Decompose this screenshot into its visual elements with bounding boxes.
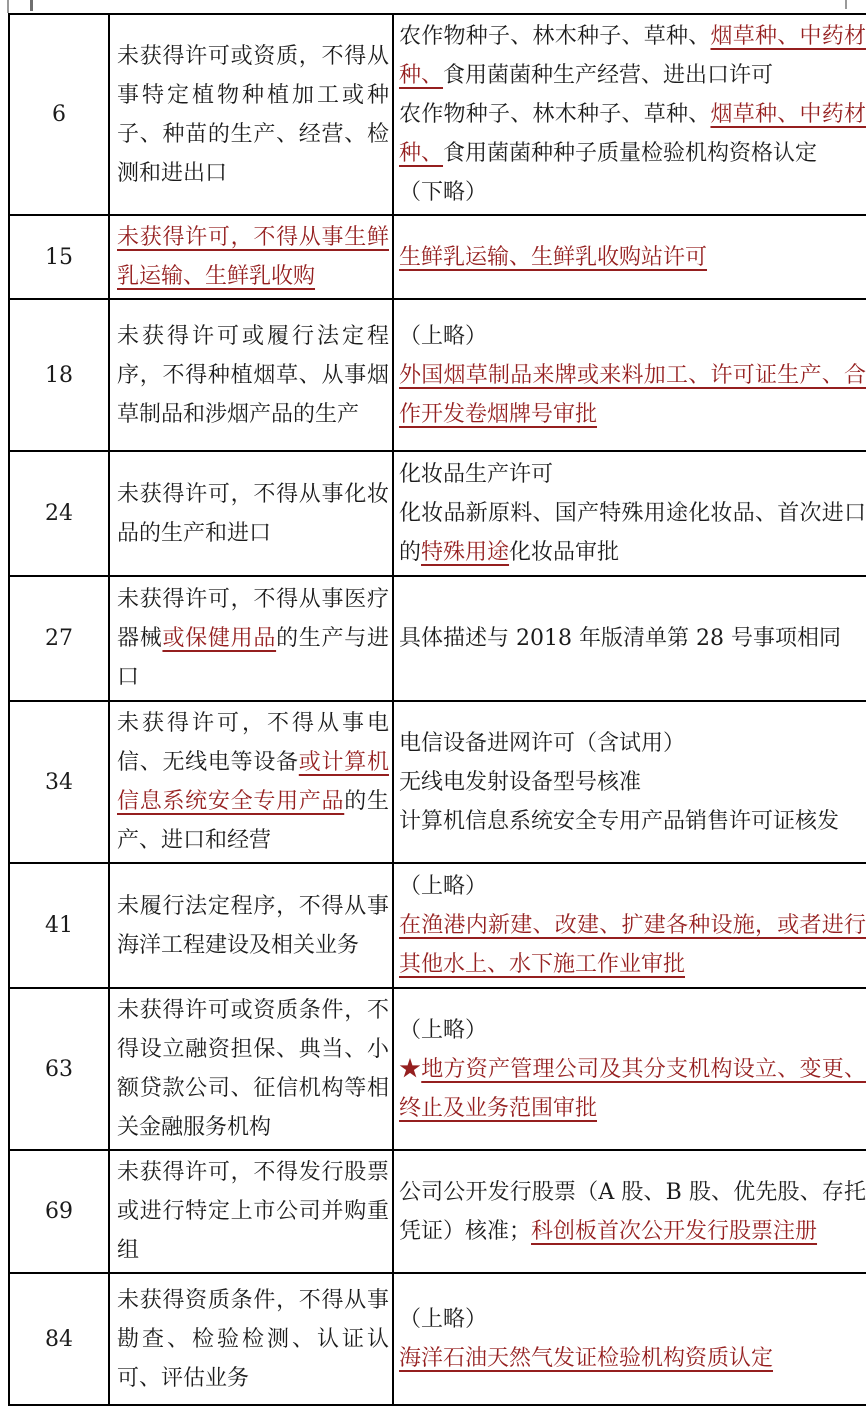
text-segment: 未获得许可，不得从事电信、无线电等设备 [117,711,389,775]
item-number-cell: 41 [9,863,109,988]
negative-list-table [8,13,866,1406]
cropped-row-border-right [845,0,847,9]
text-segment: （上略） [399,874,488,899]
revision-text-segment: 特殊用途 [421,540,510,565]
cropped-row-border-left [7,0,9,13]
text-segment: （上略） [399,323,488,349]
detail-paragraph [399,1300,866,1339]
item-number-cell: 84 [9,1273,109,1405]
licensing-details-cell [393,576,866,701]
licensing-details-cell [393,1273,866,1405]
detail-paragraph [399,1339,866,1378]
star-marker: ★ [399,1056,422,1082]
text-segment: 化妆品新原料、国产特殊用途化妆品、首次进口的 [399,501,866,565]
text-segment: 化妆品审批 [509,540,620,565]
detail-paragraph [399,619,866,658]
detail-paragraph [399,1173,866,1251]
licensing-details-cell [393,299,866,451]
licensing-details-cell [393,451,866,576]
prohibition-description-cell [109,701,393,863]
revision-text-segment: 地方资产管理公司及其分支机构设立、变更、终止及业务范围审批 [399,1056,866,1121]
table-row [9,14,866,215]
licensing-details-cell [393,988,866,1150]
detail-paragraph [399,173,866,212]
detail-paragraph [399,867,866,906]
prohibition-description-cell [109,451,393,576]
detail-paragraph [399,356,866,434]
cropped-row-border-inner [30,0,33,11]
text-segment: 公司公开发行股票（A 股、B 股、优先股、存托凭证）核准； [399,1179,866,1244]
revision-text-segment: 或计算机信息系统安全专用产品 [117,750,389,814]
table-row [9,1273,866,1405]
detail-paragraph [399,317,866,356]
detail-paragraph [399,95,866,173]
prohibition-description-cell [109,215,393,299]
text-segment: （上略） [399,1017,488,1043]
revision-text-segment: 烟草种、中药材种、 [399,24,866,88]
item-number-cell: 6 [9,14,109,215]
revision-text-segment: 烟草种、中药材种、 [399,102,866,166]
revision-text-segment: 外国烟草制品来牌或来料加工、许可证生产、合作开发卷烟牌号审批 [399,362,866,427]
text-segment: 农作物种子、林木种子、草种、 [399,102,711,127]
table-row [9,701,866,863]
text-segment: 未获得许可，不得从事医疗器械 [117,587,389,651]
licensing-details-cell [393,14,866,215]
detail-paragraph [399,763,866,802]
licensing-details-cell [393,1150,866,1273]
text-segment: 食用菌菌种种子质量检验机构资格认定 [443,141,818,166]
detail-paragraph [399,17,866,95]
licensing-details-cell [393,215,866,299]
revision-text-segment: 在渔港内新建、改建、扩建各种设施，或者进行其他水上、水下施工作业审批 [399,913,866,977]
item-number-cell: 63 [9,988,109,1150]
item-number-cell: 34 [9,701,109,863]
prohibition-description-cell [109,1273,393,1405]
detail-paragraph [399,906,866,984]
text-segment: （上略） [399,1307,488,1332]
text-segment: 未获得许可，不得发行股票或进行特定上市公司并购重组 [117,1160,389,1263]
negative-list-table-body [9,14,866,1405]
revision-text-segment: 或保健用品 [162,626,277,651]
prohibition-description-cell [109,863,393,988]
detail-paragraph [399,494,866,572]
table-row [9,215,866,299]
text-segment: 未获得许可或资质条件，不得设立融资担保、典当、小额贷款公司、征信机构等相关金融服务机构 [117,998,389,1140]
prohibition-description-cell [109,988,393,1150]
text-segment: 未获得许可或履行法定程序，不得种植烟草、从事烟草制品和涉烟产品的生产 [117,323,389,427]
item-number-cell: 15 [9,215,109,299]
detail-paragraph [399,1050,866,1128]
table-row [9,299,866,451]
text-segment: 未履行法定程序，不得从事海洋工程建设及相关业务 [117,893,389,958]
text-segment: 化妆品生产许可 [399,462,554,487]
text-segment: 食用菌菌种生产经营、进出口许可 [443,63,774,88]
table-row [9,863,866,988]
detail-paragraph [399,802,866,841]
detail-paragraph [399,724,866,763]
detail-paragraph [399,455,866,494]
text-segment: 未获得许可，不得从事化妆品的生产和进口 [117,481,389,546]
table-row [9,576,866,701]
item-number-cell: 18 [9,299,109,451]
text-segment: 具体描述与 2018 年版清单第 28 号事项相同 [399,626,841,651]
text-segment: 未获得资质条件，不得从事勘查、检验检测、认证认可、评估业务 [117,1287,389,1391]
text-segment: 农作物种子、林木种子、草种、 [399,24,711,49]
prohibition-description-cell [109,299,393,451]
table-row [9,988,866,1150]
detail-paragraph [399,1011,866,1050]
prohibition-description-cell [109,14,393,215]
item-number-cell: 27 [9,576,109,701]
text-segment: 无线电发射设备型号核准 [399,769,642,795]
item-number-cell: 69 [9,1150,109,1273]
table-row [9,1150,866,1273]
prohibition-description-cell [109,576,393,701]
revision-text-segment: 海洋石油天然气发证检验机构资质认定 [399,1346,774,1371]
text-segment: 计算机信息系统安全专用产品销售许可证核发 [399,808,840,834]
text-segment: （下略） [399,180,488,205]
text-segment: 的生产与进口 [117,626,389,690]
item-number-cell: 24 [9,451,109,576]
revision-text-segment: 科创板首次公开发行股票注册 [531,1218,818,1244]
revision-text-segment: 未获得许可，不得从事生鲜乳运输、生鲜乳收购 [117,225,389,289]
text-segment: 的生产、进口和经营 [117,789,389,853]
detail-paragraph [399,238,866,277]
revision-text-segment: 生鲜乳运输、生鲜乳收购站许可 [399,244,708,270]
licensing-details-cell [393,701,866,863]
text-segment: 未获得许可或资质，不得从事特定植物种植加工或种子、种苗的生产、经营、检测和进出口 [117,43,389,186]
prohibition-description-cell [109,1150,393,1273]
text-segment: 电信设备进网许可（含试用） [399,730,686,756]
licensing-details-cell [393,863,866,988]
table-row [9,451,866,576]
